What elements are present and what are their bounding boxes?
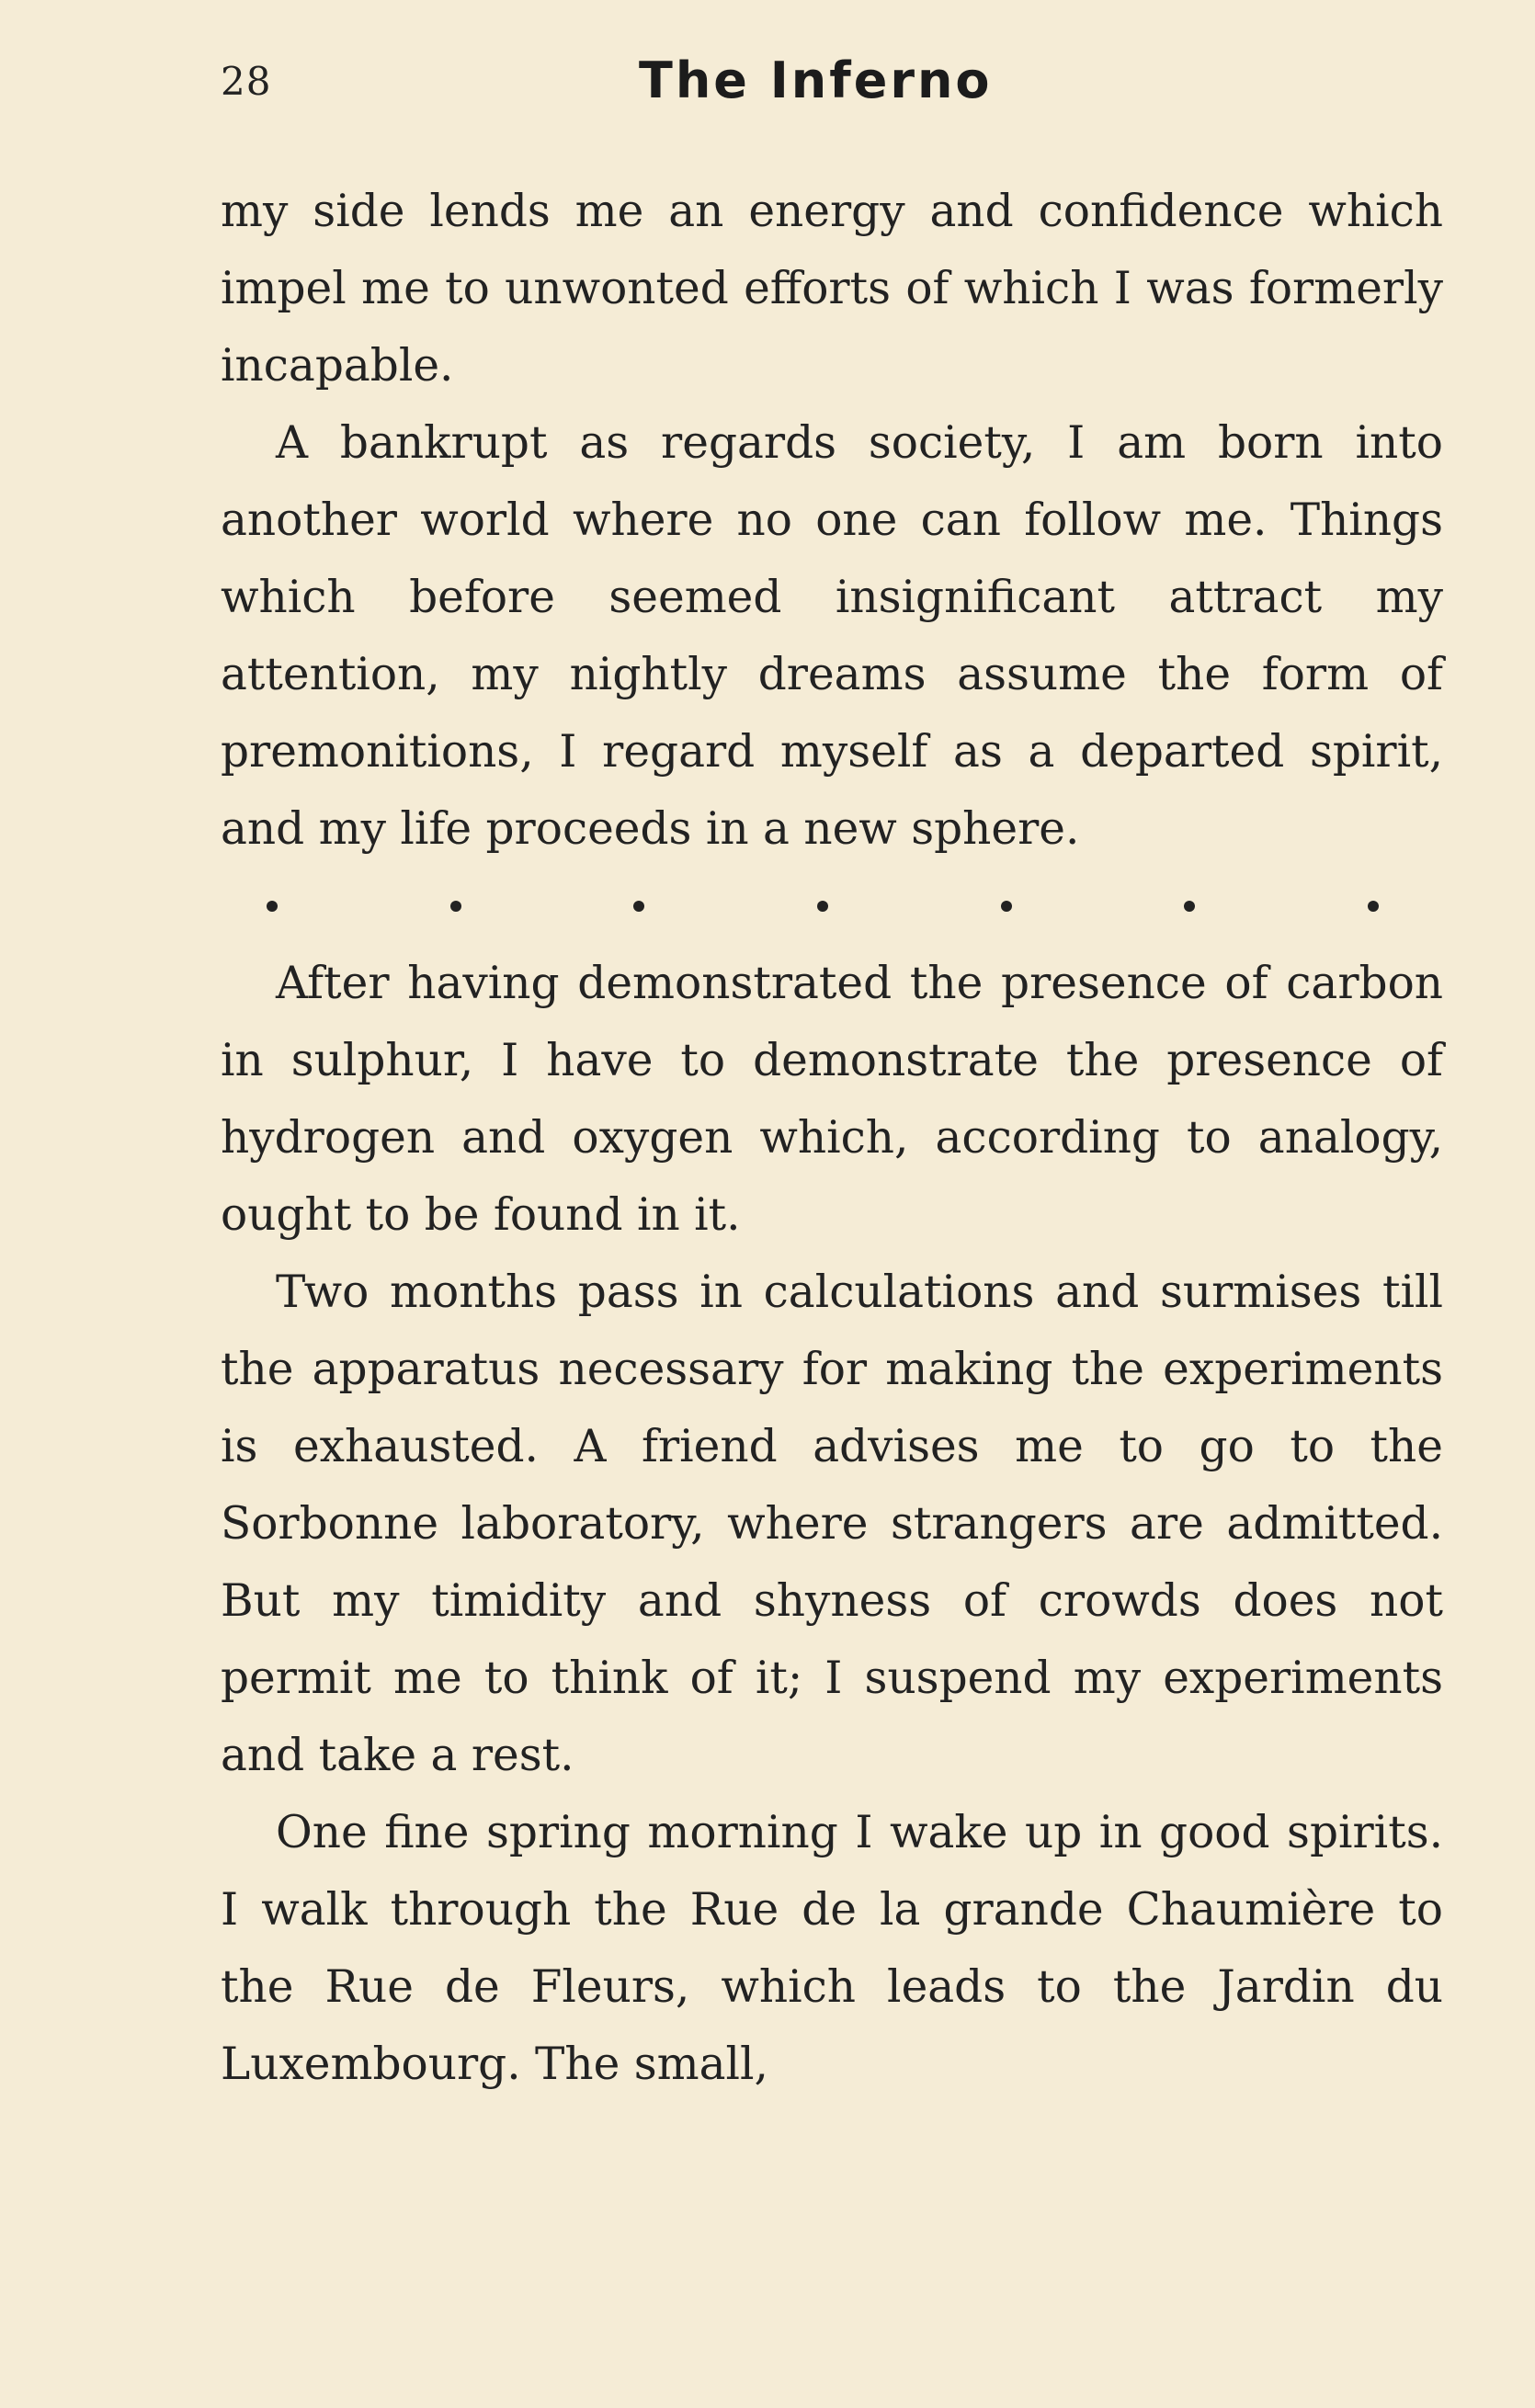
running-title: The Inferno <box>639 51 993 109</box>
dot <box>1368 901 1379 912</box>
paragraph-5: One fine spring morning I wake up in good spirits. I walk through the Rue de la grande Chaumière to the Rue de Fleurs, which leads to the Jardin du Luxembourg. The small, <box>221 1807 1443 2090</box>
dot <box>267 901 278 912</box>
paragraph-1: my side lends me an energy and confidence which impel me to unwonted efforts of which I was formerly incapable. <box>221 186 1443 392</box>
paragraph-4: Two months pass in calculations and surmises till the apparatus necessary for making the experiments is exhausted. A friend advises me to go to the Sorbonne laboratory, where strangers are admitted. But my timidity and shyness of crowds does not permit me to think of it; I suspend my experiments and take a rest. <box>221 1266 1443 1781</box>
paragraph-2: A bankrupt as regards society, I am born into another world where no one can follow me. Things which before seemed insignificant attract my attention, my nightly dreams assume the form of premonitions, I regard myself as a departed spirit, and my life proceeds in a new sphere. <box>221 417 1443 855</box>
dot <box>450 901 461 912</box>
paragraph-3: After having demonstrated the presence of carbon in sulphur, I have to demonstrate the presence of hydrogen and oxygen which, according to analogy, ought to be found in it. <box>221 958 1443 1241</box>
page-number: 28 <box>221 59 272 104</box>
dot <box>817 901 828 912</box>
body-text <box>221 173 1443 2103</box>
dot <box>1001 901 1012 912</box>
section-break-dots <box>221 868 1443 945</box>
dot <box>633 901 644 912</box>
dot <box>1184 901 1195 912</box>
page-header <box>221 46 1452 119</box>
